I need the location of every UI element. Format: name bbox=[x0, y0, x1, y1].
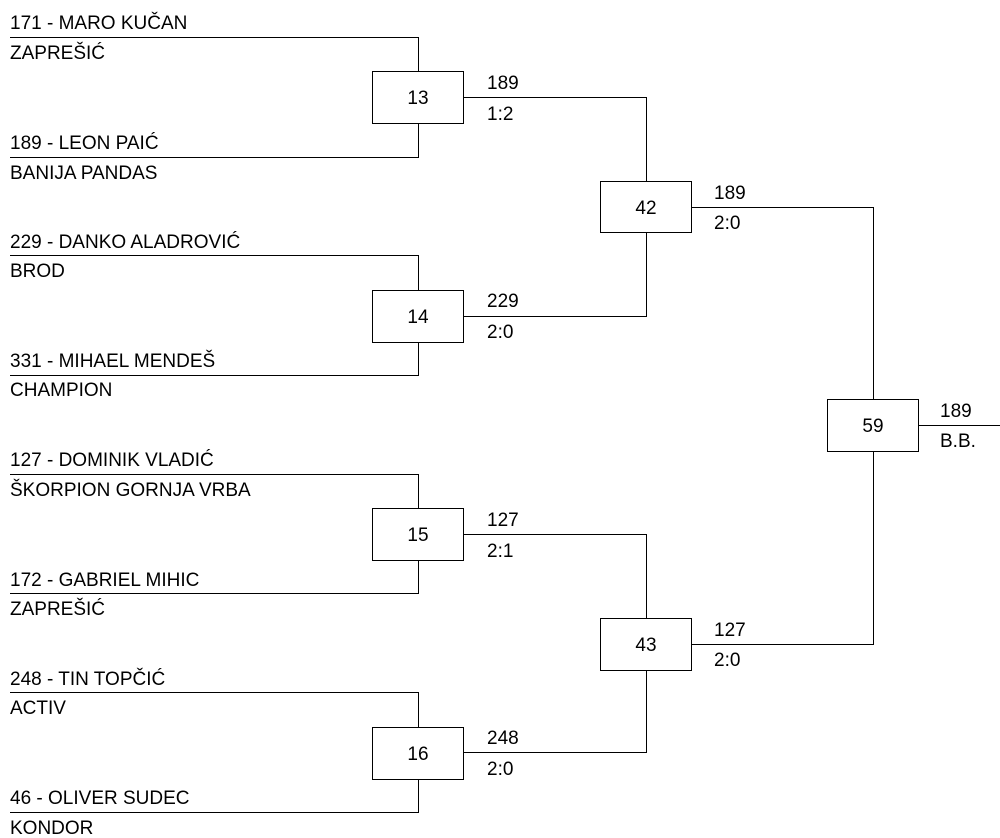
match-number: 43 bbox=[635, 635, 657, 656]
match-number: 14 bbox=[407, 307, 429, 328]
player-entry: 189 - LEON PAIĆ bbox=[10, 133, 159, 154]
match-winner: 189 bbox=[487, 73, 519, 94]
match-box bbox=[373, 728, 464, 780]
match-score: 2:0 bbox=[714, 213, 741, 234]
player-club: BANIJA PANDAS bbox=[10, 163, 158, 184]
player-slot bbox=[10, 570, 418, 620]
final-winner: 189 bbox=[940, 401, 972, 422]
match-box bbox=[373, 72, 464, 124]
player-entry: 248 - TIN TOPČIĆ bbox=[10, 669, 166, 690]
match-number: 59 bbox=[862, 416, 884, 437]
player-entry: 127 - DOMINIK VLADIĆ bbox=[10, 450, 214, 471]
match-winner: 127 bbox=[487, 510, 519, 531]
match-score: 2:0 bbox=[714, 650, 741, 671]
match-number: 42 bbox=[635, 198, 657, 219]
player-entry: 46 - OLIVER SUDEC bbox=[10, 788, 190, 809]
player-club: ACTIV bbox=[10, 698, 66, 719]
match-box bbox=[373, 509, 464, 561]
match-score: 1:2 bbox=[487, 104, 514, 125]
match-box bbox=[828, 400, 919, 452]
match-number: 13 bbox=[407, 88, 429, 109]
player-slot bbox=[10, 350, 418, 401]
player-slot bbox=[10, 231, 418, 282]
match-score: 2:0 bbox=[487, 759, 514, 780]
match-box bbox=[601, 182, 692, 233]
player-club: KONDOR bbox=[10, 818, 94, 838]
player-club: BROD bbox=[10, 261, 65, 282]
match-score: 2:0 bbox=[487, 322, 514, 343]
match-winner: 127 bbox=[714, 620, 746, 641]
final-score: B.B. bbox=[940, 431, 976, 452]
player-slot bbox=[10, 132, 418, 184]
match-box bbox=[601, 619, 692, 671]
player-slot bbox=[10, 12, 418, 64]
player-slot bbox=[10, 449, 418, 501]
player-entry: 172 - GABRIEL MIHIC bbox=[10, 570, 200, 591]
player-club: CHAMPION bbox=[10, 380, 113, 401]
player-club: ŠKORPION GORNJA VRBA bbox=[10, 480, 251, 501]
match-number: 16 bbox=[407, 744, 429, 765]
player-slot bbox=[10, 668, 418, 719]
player-entry: 171 - MARO KUČAN bbox=[10, 13, 188, 34]
player-club: ZAPREŠIĆ bbox=[10, 599, 106, 620]
match-winner: 229 bbox=[487, 291, 519, 312]
match-winner: 248 bbox=[487, 728, 519, 749]
player-entry: 229 - DANKO ALADROVIĆ bbox=[10, 232, 241, 253]
player-club: ZAPREŠIĆ bbox=[10, 43, 106, 64]
match-winner: 189 bbox=[714, 183, 746, 204]
match-score: 2:1 bbox=[487, 541, 514, 562]
player-entry: 331 - MIHAEL MENDEŠ bbox=[10, 351, 216, 372]
player-slot bbox=[10, 788, 418, 838]
match-box bbox=[373, 291, 464, 343]
match-number: 15 bbox=[407, 525, 429, 546]
